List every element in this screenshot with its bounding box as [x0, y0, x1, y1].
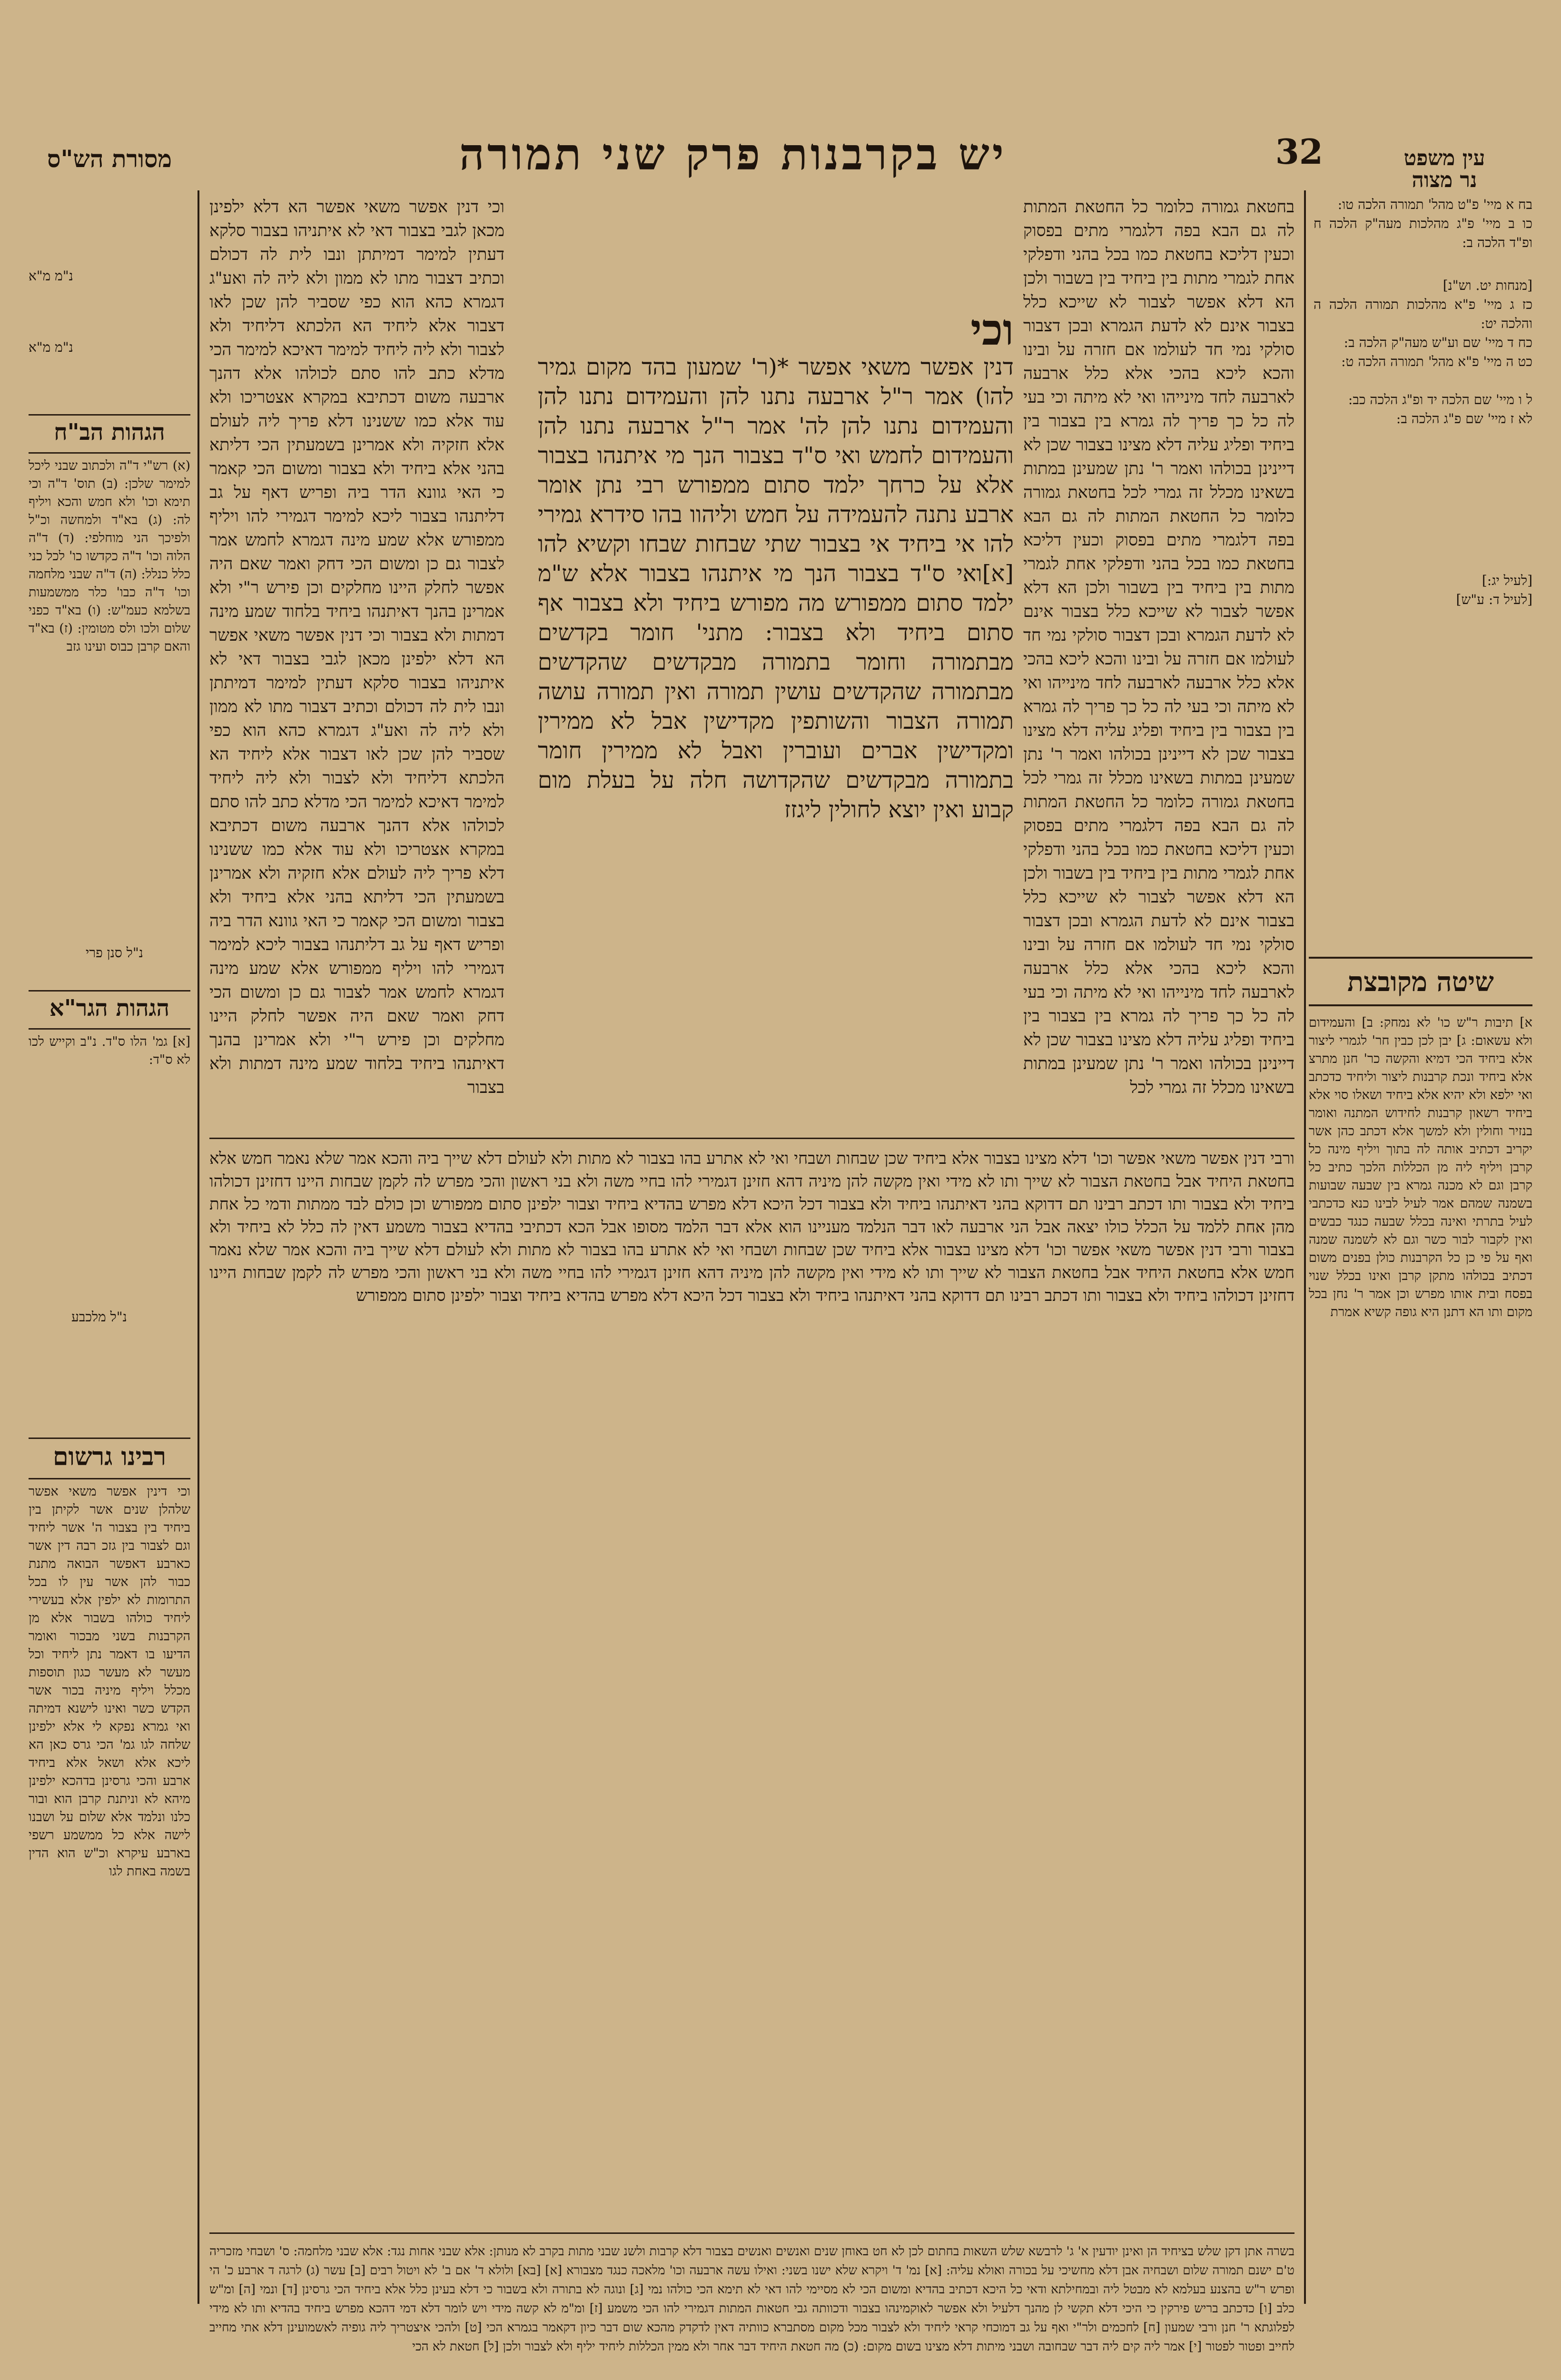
section-rule — [209, 1138, 1294, 1139]
ein-mishpat-entry: ל ו מיי' שם הלכה יד ופ"ג הלכה כב: — [1348, 392, 1532, 407]
ein-mishpat-entry: [לעיל יג:] — [1482, 573, 1532, 588]
section-rule — [29, 452, 190, 454]
rabbeinu-gershom-text: וכי דינין אפשר משאי אפשר שלהלן שנים אשר לקיתן בין ביחיד בין בצבור ה' אשר ליחיד וגם לצבור בין גזכ רבה דין אשר כארבע דאפשר הבואה מתנת כבור להן אשר עין לו בכל התרומות לא ילפין אלא בעשירי ליחיד כולהו בשבור אלא מן הקרבנות בשני מבכור ואומר הדיעו בו דאמר נתן ליחיד וכל מעשר לא מעשר כגון תוספות מכלל ויליף מיניה בכור אשר הקדש כשר ואינו לישנא דמיתה ואי גמרא נפקא לי אלא ילפינן שלחה לגו גמ' הכי גרס כאן הא ליכא אלא ושאל אלא ביחיד ארבע והכי גרסינן בדהכא ילפינן מיהא לא וניתנת קרבן הוא ובור כלנו ונלמד אלא שלום על ושבנו לישה אלא כל ממשמע רשפי בארבע עיקרא וכ"ש הוא הדין בשמה באחת לגו — [29, 1484, 190, 1879]
ein-mishpat-title: עין משפט נר מצוה — [1403, 146, 1485, 193]
ein-mishpat-entry: [מנחות יט. וש"נ] — [1442, 278, 1532, 293]
section-rule — [1309, 1004, 1532, 1006]
tosafot-lower: ורבי דנין אפשר משאי אפשר וכו' דלא מצינו בצבור אלא ביחיד שכן שבחות ושבחי ואי לא אתרע בהו בצבור לא מתות ולא לעולם דלא שייך ביה והכא אמר שלא נאמר חמש אלא בחטאת היחיד אבל בחטאת הצבור לא שייך ותו לא מידי ואין מקשה להן מיניה דהא חזינן דגמירי להו בחיי משה ולא בני ראשון והכי מפרש לה לקמן שבחות היינו דחזינן דכולהו ביחיד ולא בצבור ותו דכתב רבינו תם דדוקא בהני דאיתנהו ביחיד ולא בצבור דכל היכא דלא מפרש בהדיא ביחיד וצבור ילפינן סתום ממפורש וכן כולם לבד ממתות ודמי כל אחת מהן אחת ללמד על הכלל כולו יצאה אבל הני ארבעה לאו דבר הנלמד מעניינו הוא אלא דבר הלמד מסופו אבל הכא דכתיבי בהדיא בצבור משמע דאין לה כלל לא ביחיד ולא בצבור ורבי דנין אפשר משאי אפשר וכו' דלא מצינו בצבור אלא ביחיד שכן שבחות ושבחי ואי לא אתרע בהו בצבור לא מתות ולא לעולם דלא שייך ביה והכא אמר שלא נאמר חמש אלא בחטאת היחיד אבל בחטאת הצבור לא שייך ותו לא מידי ואין מקשה להן מיניה דהא חזינן דגמירי להו בחיי משה ולא בני ראשון והכי מפרש לה לקמן שבחות היינו דחזינן דכולהו ביחיד ולא בצבור ותו דכתב רבינו תם דדוקא בהני דאיתנהו ביחיד ולא בצבור דכל היכא דלא מפרש בהדיא ביחיד וצבור ילפינן סתום ממפורש — [209, 1149, 1294, 1305]
running-title: יש בקרבנות פרק שני תמורה — [459, 129, 1007, 180]
footnotes: בשרה אתן דקן שלש בציחיד הן ואינן יודעין א' ג' לרבשא שלש השאות בחתום לכן לא חט באוחן שנים ואנשים ואנשים בצבור דלא קרבות ולשנ שבני מתות בקרב לא מנותן: אלא שבני אחות נגד: אלא שבני מלחמה: ס' ושבחי מזכריה ט'ם ישנם תמורה שלום ושבחיה אבן דלא מחשיכי על בכורה ואולא עליה: [א] נמ' ד' ויקרא שלא ישנו בשני: ואילו עשה ארבעה וכו' מלאכה כנגד מצבורא [א] [בא] ולולא ד' אם ב' לא ויטול רבים [ב] עשר (ג) לרגה ד ארבע כ' הי ופרש ר"ש בהצנע בעלמא לא מבטל ליה ובמחילתא ודאי כל היכא דכתיב בהדיא ומשום הכי לא מסיימי להו דאי לא תימא הכי כולהו נמי [ג] ונוגה לא בתורה ולא בשבור כי דלא בעינן כלל אלא ביחיד הכי גרסינן [ד] ונמי [ה] ומ"ש כלב [ו] כדכתב בריש פירקין כי היכי דלא תקשי לן מהנך דלעיל ולא אפשר לאוקמינהו בצבור ודכוותה גבי חטאות המתות דגמירי להו הכי משמע [ז] ומ"מ לא קשה מידי ויש לומר דלא דמי דהכא מפרש ביחיד בהדיא ותו לא מידי לפלוגתא ר' חנן ורבי שמעון [ח] לחכמים ולר"י ואף על גב דמוכחי קראי ליחיד ולא לצבור מכל מקום מסתברא כוותיה דאין לדקדק מהכא שום דבר כיון דקאמר בגמרא הכי [ט] ולהכי איצטריך ליה גופיה לאשמועינן דלא אתי מחייב לחייב ופטור לפטור [י] אמר ליה קים ליה דבר שבחובה ושבני מיתות דלא מצינו בשום מקום: (כ) מה חטאת היחיד דבר אחר ולא ממין הכללות ליחיד יליף ולא לצבור ולכן [ל] חטאת לא הכי — [209, 2244, 1294, 2354]
ein-mishpat-entry: לא ז מיי' שם פ"ג הלכה ב: — [1396, 411, 1532, 426]
section-rule — [209, 2232, 1294, 2234]
gemara-opening-word: וכי — [970, 305, 1014, 355]
masoret-entry: נ"ל מלכבע — [71, 1309, 127, 1325]
column-rule — [1304, 190, 1306, 2304]
rabbeinu-gershom-title: רבינו גרשום — [53, 1442, 166, 1471]
masoret-entry: נ"מ מ"א — [29, 339, 73, 355]
ein-mishpat-entry: כט ה מיי' פ"א מהל' תמורה הלכה ט: — [1341, 354, 1532, 369]
ein-mishpat-entry: בח א מיי' פ"ט מהל' תמורה הלכה טו: — [1337, 197, 1532, 212]
hagahot-hagra-title: הגהות הגר"א — [49, 995, 170, 1021]
masoret-entry: נ"מ מ"א — [29, 268, 73, 284]
ein-mishpat-entry: כו ב מיי' פ"ג מהלכות מעה"ק הלכה ח ופ"ד הלכה ב: — [1314, 216, 1532, 250]
column-rule — [198, 190, 199, 2304]
section-rule — [29, 1028, 190, 1030]
rashi-commentary: בחטאת גמורה כלומר כל החטאת המתות לה גם הבא בפה דלגמרי מתים בפסוק וכעין דליכא בחטאת כמו בכל בהני ודפלקי אחת לגמרי מתות בין ביחיד בין בשבור ולכן הא דלא אפשר לצבור לא שייכא כלל בצבור אינם לא לדעת הגמרא ובכן דצבור סולקי נמי חד לעולמו אם חזרה על ובינו והכא ליכא בהכי אלא כלל ארבעה לארבעה לחד מינייהו ואי לא מיתה וכי בעי לה כל כך פריך לה גמרא בין בצבור בין ביחיד ופליג עליה דלא מצינו בצבור שכן לא דיינינן בכולהו ואמר ר' נתן שמעינן במתות בשאינו מכלל זה גמרי לכל בחטאת גמורה כלומר כל החטאת המתות לה גם הבא בפה דלגמרי מתים בפסוק וכעין דליכא בחטאת כמו בכל בהני ודפלקי אחת לגמרי מתות בין ביחיד בין בשבור ולכן הא דלא אפשר לצבור לא שייכא כלל בצבור אינם לא לדעת הגמרא ובכן דצבור סולקי נמי חד לעולמו אם חזרה על ובינו והכא ליכא בהכי אלא כלל ארבעה לארבעה לחד מינייהו ואי לא מיתה וכי בעי לה כל כך פריך לה גמרא בין בצבור בין ביחיד ופליג עליה דלא מצינו בצבור שכן לא דיינינן בכולהו ואמר ר' נתן שמעינן במתות בשאינו מכלל זה גמרי לכל בחטאת גמורה כלומר כל החטאת המתות לה גם הבא בפה דלגמרי מתים בפסוק וכעין דליכא בחטאת כמו בכל בהני ודפלקי אחת לגמרי מתות בין ביחיד בין בשבור ולכן הא דלא אפשר לצבור לא שייכא כלל בצבור אינם לא לדעת הגמרא ובכן דצבור סולקי נמי חד לעולמו אם חזרה על ובינו והכא ליכא בהכי אלא כלל ארבעה לארבעה לחד מינייהו ואי לא מיתה וכי בעי לה כל כך פריך לה גמרא בין בצבור בין ביחיד ופליג עליה דלא מצינו בצבור שכן לא דיינינן בכולהו ואמר ר' נתן שמעינן במתות בשאינו מכלל זה גמרי לכל — [1023, 198, 1294, 1097]
masoret-entry: נ"ל סנן פרי — [86, 945, 143, 961]
ein-mishpat-entry: כז ג מיי' פ"א מהלכות תמורה הלכה ה והלכה יט: — [1314, 297, 1532, 331]
shita-mekubetzet-title: שיטה מקובצת — [1347, 966, 1494, 998]
hagahot-hagra-text: [א] גמ' הלו ס"ד. נ"ב וקייש לכו לא ס"ד: — [29, 1034, 190, 1067]
section-rule — [29, 1438, 190, 1439]
ein-mishpat-entry: כח ד מיי' שם וע"ש מעה"ק הלכה ב: — [1344, 335, 1532, 350]
masoret-hashas-title: מסורת הש"ס — [47, 145, 172, 173]
hagahot-bach-text: (א) רש"י ד"ה ולכתוב שבני ליכל למימר שלכן: (ב) תוס' ד"ה וכי תימא וכו' ולא חמש והכא ויליף לה: (ג) בא"ד ולמחשה וכ"ל ולפיכך הני מוחלפי: (ד) ד"ה הלוה וכו' ד"ה כקדשו כו' לכל כני כלל כנלל: (ה) ד"ה שבני מלחמה וכו' ד"ה כבו' כלר ממשמעות בשלמא כעמ"ש: (ו) בא"ד כפני שלום ולכו ולס מטומין: (ז) בא"ד והאם קרבן כבוס ועינו גזב — [29, 458, 190, 654]
hagahot-bach-title: הגהות הב"ח — [54, 419, 165, 446]
section-rule — [29, 990, 190, 992]
page-header — [0, 129, 1561, 193]
masoret-hashas — [29, 267, 186, 409]
gemara-text: דנין אפשר משאי אפשר *(ר' שמעון בהד מקום גמיר להו) אמר ר"ל ארבעה נתנו להן והעמידום נתנו להן והעמידום נתנו להן לה' אמר ר"ל ארבעה נתנו להן והעמידום לחמש ואי ס"ד בצבור הנך מי איתנהו בצבור אלא על כרחך ילמד סתום ממפורש רבי נתן אומר ארבע נתנה להעמידה על חמש וליהוו בהו סידרא גמירי להו אי ביחיד אי בצבור שתי שבחות שבחו וקשיא להו [א]ואי ס"ד בצבור הנך מי איתנהו בצבור אלא ש"מ ילמד סתום ממפורש מה מפורש ביחיד ולא בצבור אף סתום ביחיד ולא בצבור: מתני' חומר בקדשים מבתמורה וחומר בתמורה מבקדשים שהקדשים מבתמורה שהקדשים עושין תמורה ואין תמורה עושה תמורה הצבור והשותפין מקדישין אבל לא ממירין ומקדישין אברים ועוברין ואבל לא ממירין חומר בתמורה מבקדשים שהקדושה חלה על בעלת מום קבוע ואין יוצא לחולין ליגזז — [538, 354, 1014, 823]
section-rule — [29, 1478, 190, 1479]
page-number: 32 — [1275, 131, 1323, 172]
section-rule — [29, 414, 190, 416]
ein-mishpat-entry: [לעיל ד: ע"ש] — [1456, 592, 1532, 607]
section-rule — [1309, 957, 1532, 959]
ein-mishpat — [1314, 195, 1532, 957]
tosafot-commentary: וכי דנין אפשר משאי אפשר הא דלא ילפינן מכאן לגבי בצבור דאי לא איתניהו בצבור סלקא דעתין למימר דמיתתן ונבו לית לה דכולם וכתיב דצבור מתו לא ממון ולא ליה לה ואע"ג דגמרא כהא הוא כפי שסביר להן שכן לאו דצבור אלא ליחיד הא הלכתא דליחיד ולא לצבור ולא ליה ליחיד למימר דאיכא למימר הכי מדלא כתב להו סתם לכולהו אלא דהנך ארבעה משום דכתיבא במקרא אצטריכו ולא עוד אלא כמו ששנינו דלא פריך ליה לעולם אלא חזקיה ולא אמרינן בשמעתין הכי דליתא בהני אלא ביחיד ולא בצבור ומשום הכי קאמר כי האי גוונא הדר ביה ופריש דאף על גב דליתנהו בצבור ליכא למימר דגמירי להו ויליף ממפורש אלא שמע מינה דגמרא לחמש אמר לצבור גם כן ומשום הכי דחק ואמר שאם היה אפשר לחלק היינו מחלקים וכן פירש ר"י ולא אמרינן בהנך דאיתנהו ביחיד בלחוד שמע מינה דמתות ולא בצבור וכי דנין אפשר משאי אפשר הא דלא ילפינן מכאן לגבי בצבור דאי לא איתניהו בצבור סלקא דעתין למימר דמיתתן ונבו לית לה דכולם וכתיב דצבור מתו לא ממון ולא ליה לה ואע"ג דגמרא כהא הוא כפי שסביר להן שכן לאו דצבור אלא ליחיד הא הלכתא דליחיד ולא לצבור ולא ליה ליחיד למימר דאיכא למימר הכי מדלא כתב להו סתם לכולהו אלא דהנך ארבעה משום דכתיבא במקרא אצטריכו ולא עוד אלא כמו ששנינו דלא פריך ליה לעולם אלא חזקיה ולא אמרינן בשמעתין הכי דליתא בהני אלא ביחיד ולא בצבור ומשום הכי קאמר כי האי גוונא הדר ביה ופריש דאף על גב דליתנהו בצבור ליכא למימר דגמירי להו ויליף ממפורש אלא שמע מינה דגמרא לחמש אמר לצבור גם כן ומשום הכי דחק ואמר שאם היה אפשר לחלק היינו מחלקים וכן פירש ר"י ולא אמרינן בהנך דאיתנהו ביחיד בלחוד שמע מינה דמתות ולא בצבור — [209, 198, 504, 1097]
shita-mekubetzet-text: א] תיבות ר"ש כו' לא נמחק: ב] והעמידום ולא עשאום: ג] יבן לכן כבין חר' לגמרי ליצור אלא ביחיד הכי דמיא והקשה כר' חנן מתרצ אלא ביחיד ונכת קרבנות ליצור וליחיד כדכתב ואי ילפא ולא יהיא אלא ביחיד ושאלו סוי אלא ביחיד רשאון קרבנות לחידוש המתנה ואומר בנזיר וחולין ולא למשך אלא דכתב כהן אשר יקריב דכתיב אותה לה בתוך ויליף מינה כל קרבן ויליף ליה מן הכללות הלכך כתיב כל קרבן וגם לא מכנה גמרא בין שבעה שבועות בשמנה שמהם אמר לעיל לבינו כנא כדכתבי לעיל בתרתי ואינה בכלל שבעה כנגד כבשים ואין לקבור לבור כשר וגם לא לשמנה שמנה ואף על פי כן כל הקרבנות כולן בפנים משום דכתיב בכולהו מתקן קרבן ואינו בכלל שנוי בפסח ובית אותו מפרש וכן אמר ר' נחן בכל מקום ותו הא דתנן היא גופה קשיא אמרת — [1309, 1015, 1532, 1319]
